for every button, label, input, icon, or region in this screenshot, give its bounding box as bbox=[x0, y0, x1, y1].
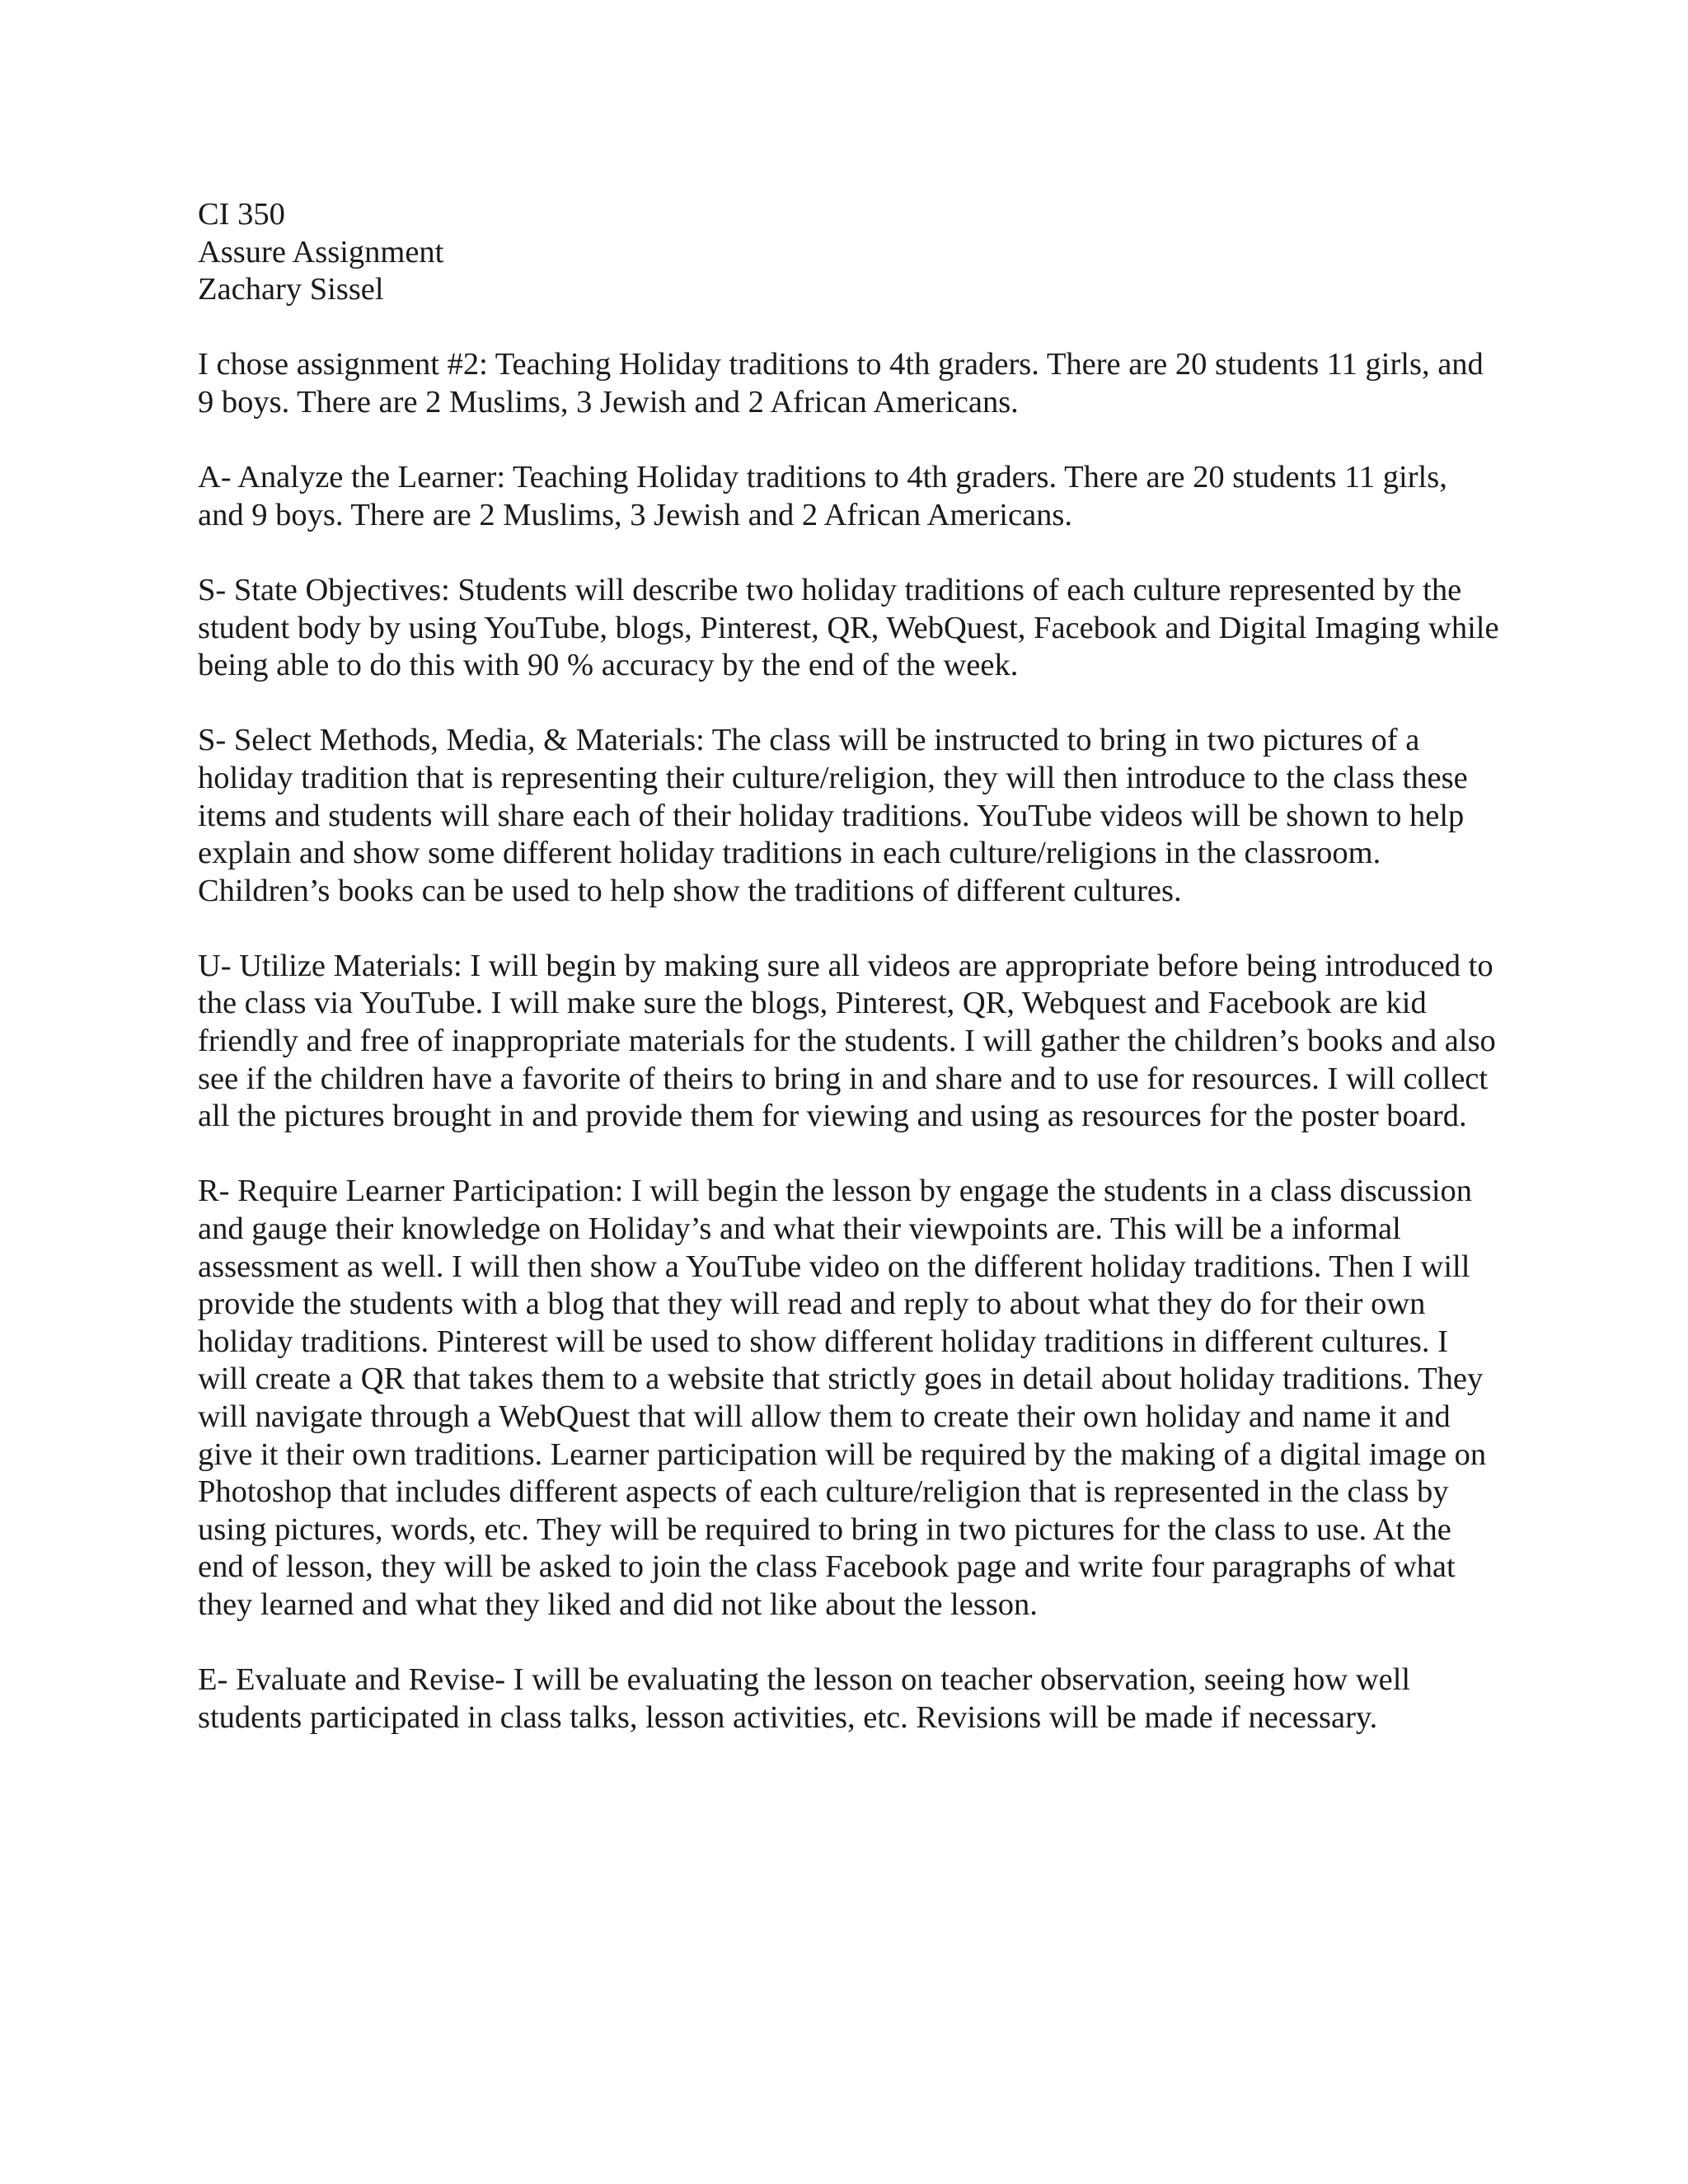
course-code: CI 350 bbox=[198, 197, 285, 232]
utilize-materials-paragraph: U- Utilize Materials: I will begin by making sure all videos are appropriate before being introduced to the class via YouTube. I will make sure the blogs, Pinterest, QR, Webquest and Facebook are kid friendly and free of inappropriate materials for the students. I will gather the children’s books and also see if the children have a favorite of theirs to bring in and share and to use for resources. I will collect all the pictures brought in and provide them for viewing and using as resources for the poster board. bbox=[198, 948, 1496, 1134]
evaluate-revise-paragraph: E- Evaluate and Revise- I will be evaluating the lesson on teacher observation, seeing how well students participated in class talks, lesson activities, etc. Revisions will be made if necessary. bbox=[198, 1662, 1411, 1735]
require-participation-paragraph: R- Require Learner Participation: I will begin the lesson by engage the students in a class discussion and gauge their knowledge on Holiday’s and what their viewpoints are. This will be a informal assessment as well. I will then show a YouTube video on the different holiday traditions. Then I will provide the students with a blog that they will read and reply to about what they do for their own holiday traditions. Pinterest will be used to show different holiday traditions in different cultures. I will create a QR that takes them to a website that strictly goes in detail about holiday traditions. They will navigate through a WebQuest that will allow them to create their own holiday and name it and give it their own traditions. Learner participation will be required by the making of a digital image on Photoshop that includes different aspects of each culture/religion that is represented in the class by using pictures, words, etc. They will be required to bring in two pictures for the class to use. At the end of lesson, they will be asked to join the class Facebook page and write four paragraphs of what they learned and what they liked and did not like about the lesson. bbox=[198, 1174, 1487, 1622]
intro-paragraph: I chose assignment #2: Teaching Holiday traditions to 4th graders. There are 20 students 11 girls, and 9 boys. There are 2 Muslims, 3 Jewish and 2 African Americans. bbox=[198, 347, 1484, 419]
state-objectives-paragraph: S- State Objectives: Students will describe two holiday traditions of each culture represented by the student body by using YouTube, blogs, Pinterest, QR, WebQuest, Facebook and Digital Imaging while being able to do this with 90 % accuracy by the end of the week. bbox=[198, 572, 1499, 683]
author-name: Zachary Sissel bbox=[198, 272, 384, 307]
document-header bbox=[198, 196, 1500, 309]
select-methods-paragraph: S- Select Methods, Media, & Materials: The class will be instructed to bring in two pictures of a holiday tradition that is representing their culture/religion, they will then introduce to the class these items and students will share each of their holiday traditions. YouTube videos will be shown to help explain and show some different holiday traditions in each culture/religions in the classroom. Children’s books can be used to help show the traditions of different cultures. bbox=[198, 723, 1468, 908]
document-body bbox=[198, 196, 1500, 1736]
analyze-learner-paragraph: A- Analyze the Learner: Teaching Holiday traditions to 4th graders. There are 20 students 11 girls, and 9 boys. There are 2 Muslims, 3 Jewish and 2 African Americans. bbox=[198, 460, 1447, 532]
assignment-title: Assure Assignment bbox=[198, 234, 444, 269]
